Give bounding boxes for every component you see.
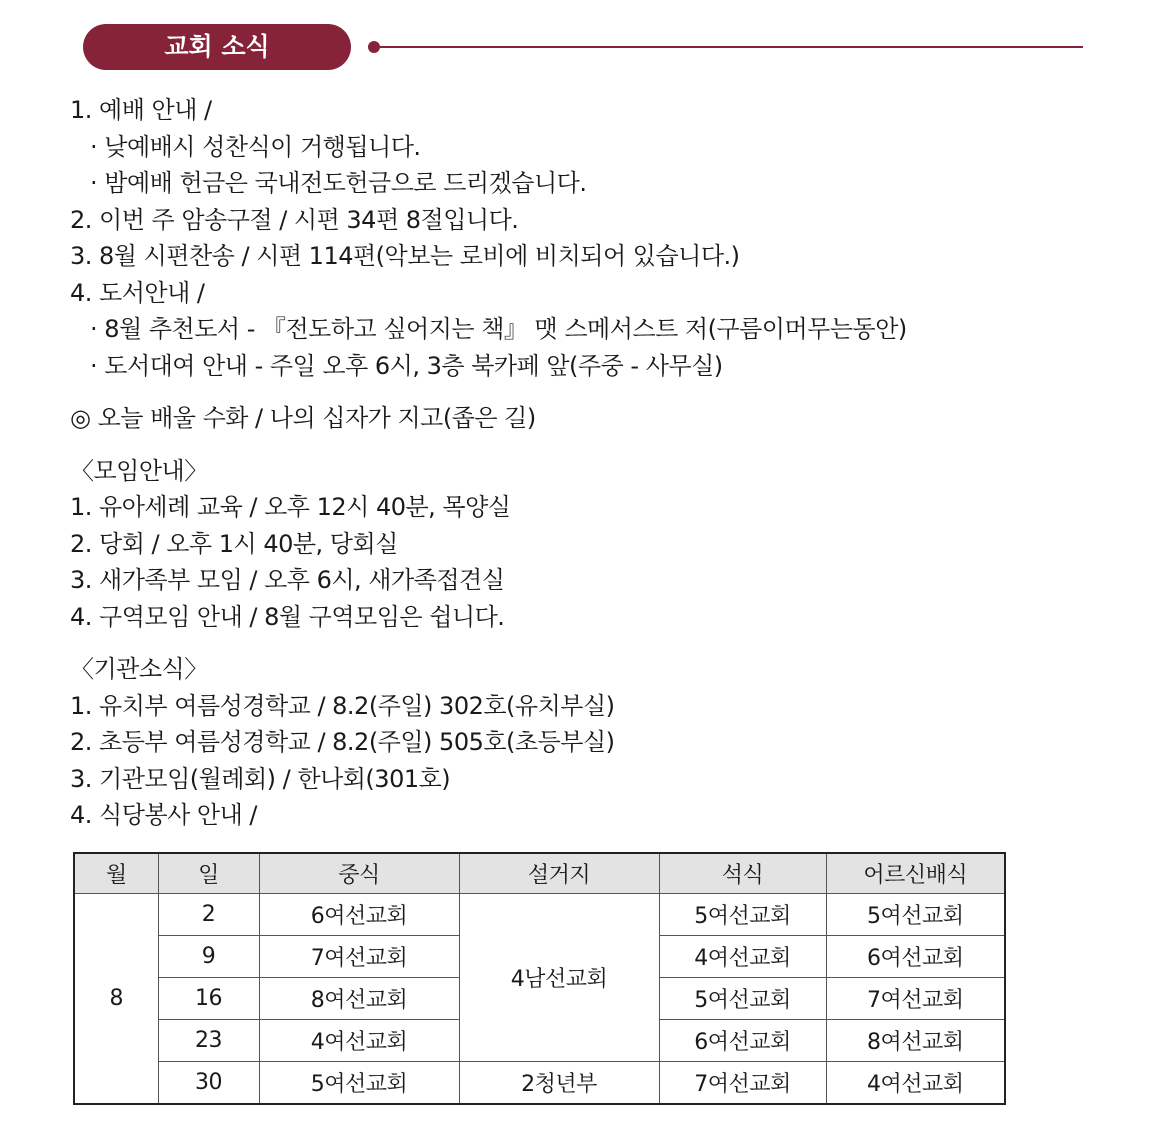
meeting-item: 1. 유아세례 교육 / 오후 12시 40분, 목양실 <box>70 493 511 521</box>
day-cell: 9 <box>158 936 259 978</box>
notice-books: 4. 도서안내 / <box>70 278 205 307</box>
notice-sign-language: ◎ 오늘 배울 수화 / 나의 십자가 지고(좁은 길) <box>70 404 536 432</box>
org-news-item: 2. 초등부 여름성경학교 / 8.2(주일) 505호(초등부실) <box>70 728 615 756</box>
dinner-cell: 7여선교회 <box>659 1062 826 1105</box>
day-cell: 16 <box>158 978 259 1020</box>
header-elder-serving: 어르신배식 <box>826 853 1005 894</box>
meeting-item: 2. 당회 / 오후 1시 40분, 당회실 <box>70 529 398 558</box>
meeting-item: 4. 구역모임 안내 / 8월 구역모임은 쉽니다. <box>70 602 505 631</box>
dinner-cell: 6여선교회 <box>659 1020 826 1062</box>
notice-psalm-hymn: 3. 8월 시편찬송 / 시편 114편(악보는 로비에 비치되어 있습니다.) <box>70 242 740 270</box>
notice-worship-item: · 밤예배 헌금은 국내전도헌금으로 드리겠습니다. <box>90 169 587 197</box>
org-news-heading: 〈기관소식〉 <box>70 655 208 683</box>
dishwash-cell: 2청년부 <box>459 1062 659 1105</box>
elder-cell: 6여선교회 <box>826 936 1005 978</box>
lunch-cell: 7여선교회 <box>259 936 459 978</box>
notice-worship: 1. 예배 안내 / <box>70 96 212 124</box>
dinner-cell: 5여선교회 <box>659 894 826 936</box>
notice-books-item: · 8월 추천도서 - 『전도하고 싶어지는 책』 맷 스메서스트 저(구름이머무는동안) <box>90 315 907 343</box>
month-cell: 8 <box>74 894 158 1105</box>
section-title: 교회 소식 <box>83 24 351 70</box>
lunch-cell: 5여선교회 <box>259 1062 459 1105</box>
meeting-item: 3. 새가족부 모임 / 오후 6시, 새가족접견실 <box>70 566 505 594</box>
org-news-item: 3. 기관모임(월례회) / 한나회(301호) <box>70 764 451 793</box>
kitchen-duty-table <box>73 852 1006 1105</box>
day-cell: 30 <box>158 1062 259 1105</box>
elder-cell: 5여선교회 <box>826 894 1005 936</box>
table-row <box>74 894 1005 936</box>
org-news-item: 1. 유치부 여름성경학교 / 8.2(주일) 302호(유치부실) <box>70 691 615 720</box>
dishwash-cell: 4남선교회 <box>459 894 659 1062</box>
notice-worship-item: · 낮예배시 성찬식이 거행됩니다. <box>90 132 421 161</box>
lunch-cell: 4여선교회 <box>259 1020 459 1062</box>
header-month: 월 <box>74 853 158 894</box>
lunch-cell: 6여선교회 <box>259 894 459 936</box>
header-dishwashing: 설거지 <box>459 853 659 894</box>
org-news-item: 4. 식당봉사 안내 / <box>70 801 257 829</box>
elder-cell: 8여선교회 <box>826 1020 1005 1062</box>
dinner-cell: 5여선교회 <box>659 978 826 1020</box>
elder-cell: 4여선교회 <box>826 1062 1005 1105</box>
header-divider <box>378 46 1083 48</box>
elder-cell: 7여선교회 <box>826 978 1005 1020</box>
day-cell: 23 <box>158 1020 259 1062</box>
header-day: 일 <box>158 853 259 894</box>
lunch-cell: 8여선교회 <box>259 978 459 1020</box>
table-header-row <box>74 853 1005 894</box>
header-lunch: 중식 <box>259 853 459 894</box>
header-dinner: 석식 <box>659 853 826 894</box>
notice-books-item: · 도서대여 안내 - 주일 오후 6시, 3층 북카페 앞(주중 - 사무실) <box>90 351 723 380</box>
meetings-heading: 〈모임안내〉 <box>70 456 208 485</box>
table-row <box>74 1062 1005 1105</box>
notice-memory-verse: 2. 이번 주 암송구절 / 시편 34편 8절입니다. <box>70 205 519 234</box>
notice-content <box>70 92 1130 834</box>
day-cell: 2 <box>158 894 259 936</box>
dinner-cell: 4여선교회 <box>659 936 826 978</box>
